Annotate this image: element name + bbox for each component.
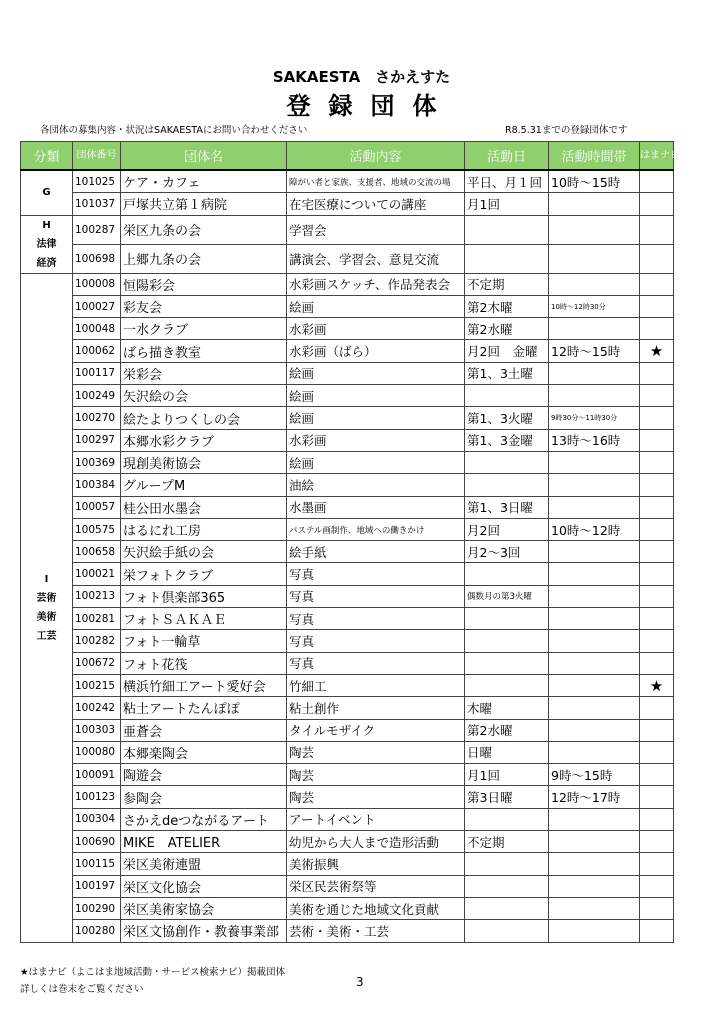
group-time bbox=[549, 853, 640, 875]
group-name: 栄区文協創作・教養事業部 bbox=[121, 920, 287, 942]
group-number: 100270 bbox=[73, 407, 121, 429]
group-activity: 水彩画（ばら） bbox=[287, 340, 465, 362]
group-day bbox=[465, 674, 549, 696]
table-row bbox=[21, 674, 674, 696]
group-activity: 絵画 bbox=[287, 407, 465, 429]
table-row bbox=[21, 518, 674, 540]
group-day bbox=[465, 630, 549, 652]
group-activity: 写真 bbox=[287, 608, 465, 630]
header-name: 団体名 bbox=[121, 142, 287, 171]
group-activity: 写真 bbox=[287, 585, 465, 607]
table-row bbox=[21, 541, 674, 563]
navi-star bbox=[640, 215, 674, 244]
group-activity: 油絵 bbox=[287, 474, 465, 496]
group-activity: パステル画制作、地域への働きかけ bbox=[287, 518, 465, 540]
group-name: 栄区美術連盟 bbox=[121, 853, 287, 875]
group-name: ケア・カフェ bbox=[121, 170, 287, 193]
header-category: 分類 bbox=[21, 142, 73, 171]
group-day: 日曜 bbox=[465, 741, 549, 763]
group-day bbox=[465, 451, 549, 473]
group-name: 栄区美術家協会 bbox=[121, 897, 287, 919]
group-activity: 講演会、学習会、意見交流 bbox=[287, 244, 465, 273]
group-number: 100080 bbox=[73, 741, 121, 763]
group-name: 上郷九条の会 bbox=[121, 244, 287, 273]
group-activity: 栄区民芸術祭等 bbox=[287, 875, 465, 897]
group-activity: 水墨画 bbox=[287, 496, 465, 518]
table-row bbox=[21, 318, 674, 340]
table-row bbox=[21, 764, 674, 786]
navi-star bbox=[640, 541, 674, 563]
group-time bbox=[549, 193, 640, 215]
group-day: 第1、3土曜 bbox=[465, 362, 549, 384]
navi-star bbox=[640, 193, 674, 215]
page-title: SAKAESTA さかえすた bbox=[272, 68, 451, 86]
table-row bbox=[21, 897, 674, 919]
navi-star bbox=[640, 853, 674, 875]
group-number: 100384 bbox=[73, 474, 121, 496]
table-row bbox=[21, 630, 674, 652]
group-time bbox=[549, 875, 640, 897]
group-time: 10時～15時 bbox=[549, 170, 640, 193]
navi-star bbox=[640, 273, 674, 295]
group-name: 参陶会 bbox=[121, 786, 287, 808]
table-row bbox=[21, 563, 674, 585]
group-activity: 美術振興 bbox=[287, 853, 465, 875]
group-number: 100698 bbox=[73, 244, 121, 273]
navi-star: ★ bbox=[640, 674, 674, 696]
table-row bbox=[21, 786, 674, 808]
header-time: 活動時間帯 bbox=[549, 142, 640, 171]
group-number: 100369 bbox=[73, 451, 121, 473]
group-name: グループM bbox=[121, 474, 287, 496]
group-day: 第1、3火曜 bbox=[465, 407, 549, 429]
group-time bbox=[549, 244, 640, 273]
group-time: 12時～17時 bbox=[549, 786, 640, 808]
group-number: 100242 bbox=[73, 697, 121, 719]
table-header bbox=[21, 142, 674, 171]
table-row bbox=[21, 920, 674, 942]
footer-star-note: ★はまナビ（よこはま地域活動・サービス検索ナビ）掲載団体 bbox=[20, 967, 286, 978]
group-number: 100008 bbox=[73, 273, 121, 295]
group-name: 本郷水彩クラブ bbox=[121, 429, 287, 451]
group-activity: 幼児から大人まで造形活動 bbox=[287, 831, 465, 853]
group-day bbox=[465, 897, 549, 919]
group-day: 第3日曜 bbox=[465, 786, 549, 808]
table-row bbox=[21, 295, 674, 317]
group-name: フォト一輪草 bbox=[121, 630, 287, 652]
navi-star bbox=[640, 244, 674, 273]
group-time bbox=[549, 719, 640, 741]
table-row bbox=[21, 585, 674, 607]
navi-star bbox=[640, 831, 674, 853]
group-number: 100304 bbox=[73, 808, 121, 830]
group-activity: 障がい者と家族、支援者、地域の交流の場 bbox=[287, 170, 465, 193]
group-day: 偶数月の第3火曜 bbox=[465, 585, 549, 607]
group-time bbox=[549, 652, 640, 674]
group-time bbox=[549, 541, 640, 563]
navi-star bbox=[640, 585, 674, 607]
group-number: 100281 bbox=[73, 608, 121, 630]
navi-star bbox=[640, 385, 674, 407]
group-time bbox=[549, 362, 640, 384]
group-day: 第2木曜 bbox=[465, 295, 549, 317]
table-row bbox=[21, 429, 674, 451]
group-time bbox=[549, 496, 640, 518]
navi-star bbox=[640, 652, 674, 674]
group-day bbox=[465, 652, 549, 674]
group-number: 100297 bbox=[73, 429, 121, 451]
group-time bbox=[549, 674, 640, 696]
table-row bbox=[21, 853, 674, 875]
group-number: 100197 bbox=[73, 875, 121, 897]
group-name: 粘土アートたんぽぽ bbox=[121, 697, 287, 719]
group-number: 100057 bbox=[73, 496, 121, 518]
group-name: ばら描き教室 bbox=[121, 340, 287, 362]
group-number: 100287 bbox=[73, 215, 121, 244]
group-name: 矢沢絵手紙の会 bbox=[121, 541, 287, 563]
group-activity: 写真 bbox=[287, 563, 465, 585]
navi-star bbox=[640, 697, 674, 719]
group-name: 陶遊会 bbox=[121, 764, 287, 786]
group-day: 月2回 金曜 bbox=[465, 340, 549, 362]
group-activity: タイルモザイク bbox=[287, 719, 465, 741]
group-name: 栄フォトクラブ bbox=[121, 563, 287, 585]
group-number: 100062 bbox=[73, 340, 121, 362]
group-time: 10時～12時30分 bbox=[549, 295, 640, 317]
group-day: 木曜 bbox=[465, 697, 549, 719]
navi-star bbox=[640, 920, 674, 942]
group-name: さかえdeつながるアート bbox=[121, 808, 287, 830]
group-time: 12時～15時 bbox=[549, 340, 640, 362]
group-number: 100115 bbox=[73, 853, 121, 875]
group-activity: 竹細工 bbox=[287, 674, 465, 696]
group-activity: 絵手紙 bbox=[287, 541, 465, 563]
group-name: MIKE ATELIER bbox=[121, 831, 287, 853]
table-row bbox=[21, 719, 674, 741]
navi-star bbox=[640, 608, 674, 630]
group-number: 100282 bbox=[73, 630, 121, 652]
groups-table bbox=[20, 141, 680, 943]
navi-star bbox=[640, 429, 674, 451]
category-cell: H 法律 経済 bbox=[21, 215, 73, 273]
navi-star bbox=[640, 630, 674, 652]
header-day: 活動日 bbox=[465, 142, 549, 171]
table-row bbox=[21, 215, 674, 244]
group-time bbox=[549, 608, 640, 630]
group-day: 月1回 bbox=[465, 764, 549, 786]
page-number: 3 bbox=[356, 975, 364, 989]
table-row bbox=[21, 407, 674, 429]
navi-star bbox=[640, 719, 674, 741]
group-activity: 芸術・美術・工芸 bbox=[287, 920, 465, 942]
group-day: 平日、月１回 bbox=[465, 170, 549, 193]
footer-see-note: 詳しくは巻末をご覧ください bbox=[20, 984, 144, 995]
group-name: 本郷楽陶会 bbox=[121, 741, 287, 763]
group-name: 矢沢絵の会 bbox=[121, 385, 287, 407]
group-day bbox=[465, 608, 549, 630]
group-number: 100215 bbox=[73, 674, 121, 696]
group-time bbox=[549, 385, 640, 407]
navi-star bbox=[640, 295, 674, 317]
group-name: 現創美術協会 bbox=[121, 451, 287, 473]
group-day bbox=[465, 563, 549, 585]
group-name: 絵たよりつくしの会 bbox=[121, 407, 287, 429]
table-row bbox=[21, 831, 674, 853]
group-day bbox=[465, 215, 549, 244]
group-activity: 絵画 bbox=[287, 451, 465, 473]
group-number: 100027 bbox=[73, 295, 121, 317]
group-time bbox=[549, 451, 640, 473]
group-activity: 陶芸 bbox=[287, 764, 465, 786]
group-activity: 美術を通じた地域文化貢献 bbox=[287, 897, 465, 919]
group-activity: 絵画 bbox=[287, 295, 465, 317]
table-row bbox=[21, 273, 674, 295]
group-time bbox=[549, 215, 640, 244]
group-day bbox=[465, 875, 549, 897]
group-time bbox=[549, 920, 640, 942]
group-time: 10時～12時 bbox=[549, 518, 640, 540]
group-activity: 絵画 bbox=[287, 385, 465, 407]
group-day: 月2～3回 bbox=[465, 541, 549, 563]
group-time bbox=[549, 741, 640, 763]
group-number: 100672 bbox=[73, 652, 121, 674]
group-number: 100213 bbox=[73, 585, 121, 607]
group-name: 彩友会 bbox=[121, 295, 287, 317]
group-activity: 水彩画 bbox=[287, 429, 465, 451]
table-row bbox=[21, 385, 674, 407]
group-activity: 陶芸 bbox=[287, 786, 465, 808]
group-name: 横浜竹細工アート愛好会 bbox=[121, 674, 287, 696]
group-name: フォト花筏 bbox=[121, 652, 287, 674]
group-number: 100117 bbox=[73, 362, 121, 384]
table-row bbox=[21, 741, 674, 763]
group-day: 第1、3日曜 bbox=[465, 496, 549, 518]
group-day bbox=[465, 920, 549, 942]
group-day: 第2水曜 bbox=[465, 719, 549, 741]
table-row bbox=[21, 474, 674, 496]
group-name: 栄区文化協会 bbox=[121, 875, 287, 897]
group-name: 一水クラブ bbox=[121, 318, 287, 340]
group-day: 不定期 bbox=[465, 273, 549, 295]
group-name: 亜蒼会 bbox=[121, 719, 287, 741]
navi-star bbox=[640, 318, 674, 340]
group-name: フォト倶楽部365 bbox=[121, 585, 287, 607]
group-time bbox=[549, 474, 640, 496]
group-activity: 在宅医療についての講座 bbox=[287, 193, 465, 215]
navi-star bbox=[640, 451, 674, 473]
header-navi: はまナビ bbox=[640, 142, 674, 171]
table-row bbox=[21, 451, 674, 473]
group-day: 第1、3金曜 bbox=[465, 429, 549, 451]
table-row bbox=[21, 170, 674, 193]
group-day: 不定期 bbox=[465, 831, 549, 853]
group-day bbox=[465, 385, 549, 407]
group-name: はるにれ工房 bbox=[121, 518, 287, 540]
navi-star bbox=[640, 786, 674, 808]
table-row bbox=[21, 340, 674, 362]
group-activity: 陶芸 bbox=[287, 741, 465, 763]
group-day bbox=[465, 853, 549, 875]
group-name: フォトＳＡＫＡＥ bbox=[121, 608, 287, 630]
group-day: 月2回 bbox=[465, 518, 549, 540]
group-activity: 写真 bbox=[287, 630, 465, 652]
group-number: 100658 bbox=[73, 541, 121, 563]
navi-star bbox=[640, 764, 674, 786]
table-row bbox=[21, 496, 674, 518]
table-row bbox=[21, 875, 674, 897]
group-time bbox=[549, 808, 640, 830]
group-number: 100249 bbox=[73, 385, 121, 407]
group-name: 恒陽彩会 bbox=[121, 273, 287, 295]
table-row bbox=[21, 244, 674, 273]
group-number: 101025 bbox=[73, 170, 121, 193]
group-name: 戸塚共立第１病院 bbox=[121, 193, 287, 215]
group-activity: 学習会 bbox=[287, 215, 465, 244]
group-time bbox=[549, 563, 640, 585]
group-time: 9時～15時 bbox=[549, 764, 640, 786]
group-number: 100280 bbox=[73, 920, 121, 942]
group-time: 13時～16時 bbox=[549, 429, 640, 451]
group-name: 栄区九条の会 bbox=[121, 215, 287, 244]
navi-star bbox=[640, 362, 674, 384]
group-number: 100048 bbox=[73, 318, 121, 340]
group-number: 100575 bbox=[73, 518, 121, 540]
group-activity: 粘土創作 bbox=[287, 697, 465, 719]
group-day bbox=[465, 808, 549, 830]
navi-star bbox=[640, 741, 674, 763]
group-number: 100091 bbox=[73, 764, 121, 786]
group-activity: 水彩画 bbox=[287, 318, 465, 340]
category-cell: I 芸術 美術 工芸 bbox=[21, 273, 73, 942]
group-time bbox=[549, 318, 640, 340]
group-time bbox=[549, 585, 640, 607]
group-activity: 写真 bbox=[287, 652, 465, 674]
navi-star bbox=[640, 563, 674, 585]
table-row bbox=[21, 697, 674, 719]
group-time bbox=[549, 630, 640, 652]
header-activity: 活動内容 bbox=[287, 142, 465, 171]
group-number: 101037 bbox=[73, 193, 121, 215]
navi-star bbox=[640, 897, 674, 919]
navi-star bbox=[640, 407, 674, 429]
page-subtitle: 登録団体 bbox=[286, 92, 455, 120]
group-time bbox=[549, 831, 640, 853]
group-number: 100123 bbox=[73, 786, 121, 808]
navi-star bbox=[640, 518, 674, 540]
table-row bbox=[21, 608, 674, 630]
inquiry-note: 各団体の募集内容・状況はSAKAESTAにお問い合わせください bbox=[40, 125, 308, 136]
group-number: 100690 bbox=[73, 831, 121, 853]
group-day: 第2水曜 bbox=[465, 318, 549, 340]
group-time bbox=[549, 897, 640, 919]
group-name: 桂公田水墨会 bbox=[121, 496, 287, 518]
navi-star: ★ bbox=[640, 340, 674, 362]
group-number: 100303 bbox=[73, 719, 121, 741]
group-day bbox=[465, 244, 549, 273]
group-name: 栄彩会 bbox=[121, 362, 287, 384]
group-time bbox=[549, 273, 640, 295]
navi-star bbox=[640, 808, 674, 830]
category-cell: G bbox=[21, 170, 73, 215]
group-activity: アートイベント bbox=[287, 808, 465, 830]
table-row bbox=[21, 808, 674, 830]
navi-star bbox=[640, 496, 674, 518]
table-row bbox=[21, 193, 674, 215]
group-time: 9時30分～11時30分 bbox=[549, 407, 640, 429]
navi-star bbox=[640, 170, 674, 193]
group-number: 100021 bbox=[73, 563, 121, 585]
group-activity: 水彩画スケッチ、作品発表会 bbox=[287, 273, 465, 295]
table-row bbox=[21, 362, 674, 384]
group-time bbox=[549, 697, 640, 719]
group-day bbox=[465, 474, 549, 496]
navi-star bbox=[640, 474, 674, 496]
group-number: 100290 bbox=[73, 897, 121, 919]
date-note: R8.5.31までの登録団体です bbox=[505, 125, 628, 136]
navi-star bbox=[640, 875, 674, 897]
header-number: 団体番号 bbox=[73, 142, 121, 171]
group-activity: 絵画 bbox=[287, 362, 465, 384]
table-row bbox=[21, 652, 674, 674]
group-day: 月1回 bbox=[465, 193, 549, 215]
